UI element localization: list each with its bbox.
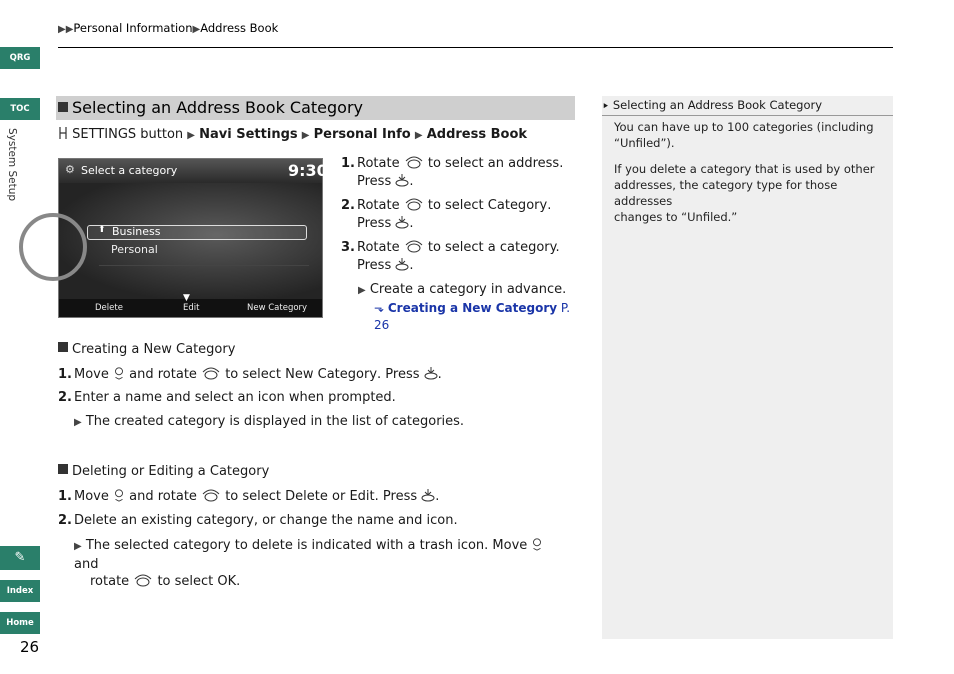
breadcrumb [58, 21, 278, 35]
square-bullet-icon [58, 102, 68, 112]
path-personal-info: Personal Info [313, 127, 411, 142]
home-tab[interactable]: Home [0, 612, 40, 634]
category-icon: ⬆ [98, 225, 106, 235]
enter-press-icon [424, 366, 438, 380]
screen-time: 9:30 [288, 161, 328, 180]
interface-dial-icon [201, 366, 221, 380]
steps-list [341, 155, 581, 335]
breadcrumb-address-book[interactable]: Address Book [200, 21, 279, 35]
header-rule [58, 47, 893, 48]
section-heading [56, 96, 575, 120]
breadcrumb-arrow-icon: ▶ [192, 24, 201, 35]
list-item-selected[interactable] [87, 225, 307, 240]
footer-new-category[interactable]: New Category [247, 303, 308, 313]
square-bullet-icon [58, 464, 68, 474]
breadcrumb-personal-information[interactable]: Personal Information [73, 21, 193, 35]
index-tab[interactable]: Index [0, 580, 40, 602]
creating-note: ▶ The created category is displayed in the list of categories. [74, 414, 465, 429]
square-bullet-icon [58, 342, 68, 352]
qrg-tab[interactable]: QRG [0, 47, 40, 69]
section-label: System Setup [6, 128, 18, 202]
interface-dial-icon [404, 155, 424, 169]
settings-path [58, 126, 527, 142]
footer-delete[interactable]: Delete [95, 303, 123, 313]
side-note-title: Selecting an Address Book Category [612, 98, 823, 112]
navigation-screen [58, 158, 328, 318]
side-note-header [602, 96, 893, 116]
cross-reference[interactable] [374, 300, 581, 335]
creating-step-1: 1. Move and rotate to select New Category. Press . [58, 367, 442, 382]
path-address-book: Address Book [426, 127, 528, 142]
knob-arc [19, 213, 87, 281]
deleting-step-2: 2. Delete an existing category, or change the name and icon. [58, 513, 458, 528]
enter-press-icon [421, 488, 435, 502]
note-chevron-icon: ⯈ [602, 102, 610, 112]
voice-command-tab[interactable] [0, 546, 40, 570]
path-arrow-icon: ▶ [301, 130, 310, 141]
move-joystick-icon [113, 366, 125, 380]
voice-icon: ✎ [14, 550, 26, 565]
note-arrow-icon: ▶ [74, 417, 82, 428]
note-arrow-icon: ▶ [358, 285, 366, 296]
enter-press-icon [395, 257, 409, 271]
move-joystick-icon [113, 488, 125, 502]
screen-title: Select a category [81, 164, 178, 177]
advance-note: ▶ Create a category in advance. [358, 282, 567, 297]
enter-press-icon [395, 215, 409, 229]
home-button-icon [58, 126, 68, 140]
step-3: 3. Rotate to select a category. Press . [341, 240, 560, 273]
list-divider [99, 265, 309, 266]
category-business: Business [112, 225, 161, 238]
screen-title-bar [59, 159, 328, 183]
interface-dial-icon [404, 239, 424, 253]
screen-body [59, 183, 322, 299]
path-navi-settings: Navi Settings [199, 127, 298, 142]
screen-footer [59, 293, 322, 317]
gear-icon: ⚙ [65, 163, 75, 176]
link-creating-new-category[interactable]: Creating a New Category [387, 300, 558, 315]
deleting-heading: Deleting or Editing a Category [56, 464, 269, 479]
interface-dial-icon [404, 197, 424, 211]
interface-dial-icon [133, 573, 153, 587]
deleting-step-1: 1. Move and rotate to select Delete or Edit. Press . [58, 489, 440, 504]
path-arrow-icon: ▶ [414, 130, 423, 141]
link-arrow-icon: ⬎ [374, 300, 385, 315]
side-note-paragraph-1: You can have up to 100 categories (including “Unfiled”). [614, 120, 874, 150]
toc-tab[interactable]: TOC [0, 98, 40, 120]
creating-step-2: 2. Enter a name and select an icon when prompted. [58, 390, 396, 405]
down-arrow-icon: ▼ [183, 293, 190, 303]
creating-heading: Creating a New Category [56, 342, 235, 357]
interface-dial-icon [201, 488, 221, 502]
page-number: 26 [20, 638, 40, 656]
enter-press-icon [395, 173, 409, 187]
move-joystick-icon [531, 537, 543, 551]
breadcrumb-arrow-icon: ▶▶ [58, 24, 74, 35]
step-1: 1. Rotate to select an address. Press . [341, 156, 564, 189]
path-arrow-icon: ▶ [187, 130, 195, 141]
side-note-paragraph-2: If you delete a category that is used by other addresses, the category type for those addresses changes to “Unfiled.” [614, 162, 875, 224]
step-2: 2. Rotate to select Category. Press . [341, 198, 552, 231]
category-personal[interactable]: Personal [111, 243, 158, 256]
note-arrow-icon: ▶ [74, 541, 82, 552]
footer-edit[interactable]: Edit [183, 303, 200, 313]
settings-button-label: SETTINGS button [72, 127, 184, 142]
section-title: Selecting an Address Book Category [72, 98, 364, 117]
side-note-box [602, 96, 893, 639]
link-page[interactable]: P. 26 [374, 300, 571, 332]
deleting-note: ▶ The selected category to delete is indicated with a trash icon. Move and rotate to select OK. [74, 537, 564, 591]
